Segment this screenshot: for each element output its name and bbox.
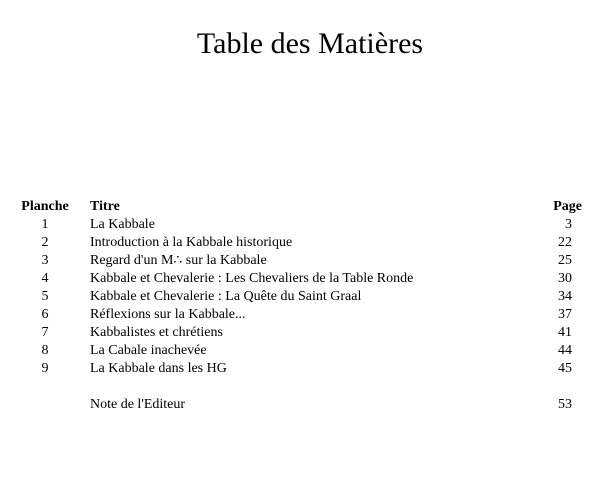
entry-title: La Cabale inachevée — [90, 343, 207, 358]
entry-title: La Kabbale — [90, 217, 155, 232]
toc-entry — [0, 252, 614, 270]
page-title: Table des Matières — [196, 27, 424, 60]
header-page: Page — [553, 199, 582, 214]
entry-page: 34 — [558, 289, 572, 304]
toc-header-row — [0, 198, 614, 216]
entry-page: 44 — [558, 343, 572, 358]
toc-entry — [0, 234, 614, 252]
toc-entry — [0, 324, 614, 342]
toc-editor-note — [0, 396, 614, 414]
entry-number: 8 — [41, 343, 49, 358]
entry-title: Réflexions sur la Kabbale... — [90, 307, 246, 322]
editor-note-title: Note de l'Editeur — [90, 397, 186, 412]
header-titre: Titre — [90, 199, 120, 214]
entry-title: Introduction à la Kabbale historique — [90, 235, 293, 250]
toc-entry — [0, 288, 614, 306]
entry-number: 9 — [41, 361, 49, 376]
toc-entry — [0, 306, 614, 324]
entry-page: 41 — [558, 325, 572, 340]
entry-title: Regard d'un M∴ sur la Kabbale — [90, 253, 267, 268]
editor-note-page: 53 — [558, 397, 572, 412]
toc-spacer — [0, 378, 614, 396]
entry-number: 3 — [41, 253, 49, 268]
entry-page: 22 — [558, 235, 572, 250]
entry-number: 5 — [41, 289, 49, 304]
table-of-contents — [0, 198, 614, 414]
entry-number: 4 — [41, 271, 49, 286]
entry-page: 45 — [558, 361, 572, 376]
toc-entry — [0, 270, 614, 288]
header-planche: Planche — [21, 199, 69, 214]
entry-number: 1 — [41, 217, 49, 232]
entry-number: 6 — [41, 307, 49, 322]
entry-page: 3 — [565, 217, 572, 232]
toc-entry — [0, 342, 614, 360]
entry-number: 2 — [41, 235, 49, 250]
entry-page: 25 — [558, 253, 572, 268]
entry-title: Kabbalistes et chrétiens — [90, 325, 223, 340]
toc-entry — [0, 216, 614, 234]
entry-title: Kabbale et Chevalerie : Les Chevaliers de la Table Ronde — [90, 271, 414, 286]
entry-title: La Kabbale dans les HG — [90, 361, 227, 376]
entry-page: 37 — [558, 307, 572, 322]
entry-title: Kabbale et Chevalerie : La Quête du Saint Graal — [90, 289, 362, 304]
entry-number: 7 — [41, 325, 49, 340]
toc-entry — [0, 360, 614, 378]
entry-page: 30 — [558, 271, 572, 286]
